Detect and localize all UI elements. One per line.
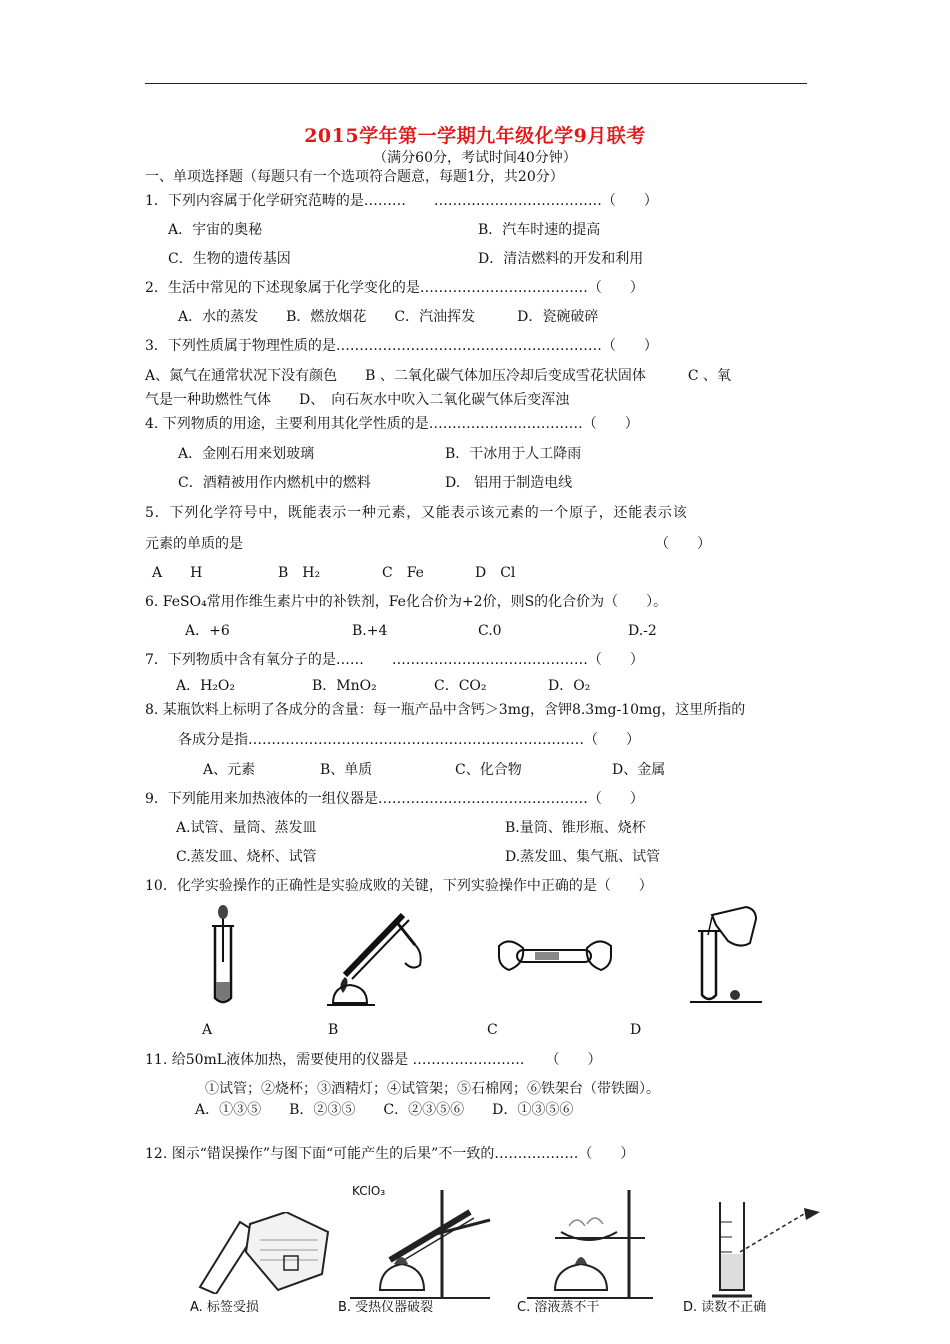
q4-option-c: C．酒精被用作内燃机中的燃料 — [178, 475, 371, 491]
q10-label-d: D — [630, 1022, 642, 1038]
q8-option-b: B、单质 — [320, 762, 373, 778]
q3-stem: 3．下列性质属于物理性质的是…………………………………………………（ ） — [145, 338, 658, 354]
q11-instrument-list: ①试管；②烧杯；③酒精灯；④试管架；⑤石棉网；⑥铁架台（带铁圈）。 — [205, 1081, 660, 1097]
q8-stem-line2: 各成分是指………………………………………………………………（ ） — [178, 732, 640, 748]
q2-options: A．水的蒸发 B．燃放烟花 C．汽油挥发 D．瓷碗破碎 — [178, 309, 599, 325]
q1-option-c: C．生物的遗传基因 — [168, 251, 291, 267]
header-rule — [145, 83, 807, 84]
q7-stem: 7．下列物质中含有氧分子的是…… ……………………………………（ ） — [145, 652, 644, 668]
q3-options-line2: 气是一种助燃性气体 D、 向石灰水中吹入二氧化碳气体后变浑浊 — [145, 392, 570, 408]
q4-stem: 4. 下列物质的用途，主要利用其化学性质的是……………………………（ ） — [145, 416, 639, 432]
q12-caption-d: D. 读数不正确 — [683, 1300, 767, 1315]
q8-option-c: C、化合物 — [455, 762, 522, 778]
q7-option-d: D．O₂ — [548, 678, 591, 694]
q6-option-c: C.0 — [478, 623, 502, 639]
q10-figure-d-pouring — [690, 903, 765, 1005]
q10-figure-c-shaking-tube — [495, 930, 615, 990]
section-heading: 一、单项选择题（每题只有一个选项符合题意，每题1分，共20分） — [145, 169, 564, 185]
q10-label-c: C — [487, 1022, 498, 1038]
q12-stem: 12. 图示“错误操作”与图下面“可能产生的后果”不一致的………………（ ） — [145, 1146, 635, 1162]
exam-subtitle: （满分60分，考试时间40分钟） — [373, 150, 577, 166]
q8-stem-line1: 8. 某瓶饮料上标明了各成分的含量：每一瓶产品中含钙＞3mg，含钾8.3mg-10mg，这里所指的 — [145, 702, 746, 718]
q5-option-b: B H₂ — [278, 565, 321, 581]
q10-stem: 10．化学实验操作的正确性是实验成败的关键，下列实验操作中正确的是（ ） — [145, 878, 653, 894]
q2-stem: 2．生活中常见的下述现象属于化学变化的是………………………………（ ） — [145, 280, 644, 296]
q8-option-a: A、元素 — [203, 762, 256, 778]
q7-option-a: A．H₂O₂ — [176, 678, 236, 694]
q11-options: A．①③⑤ B．②③⑤ C．②③⑤⑥ D．①③⑤⑥ — [195, 1102, 574, 1118]
q10-label-b: B — [328, 1022, 339, 1038]
q3-options-line1: A、氮气在通常状况下没有颜色 B 、二氧化碳气体加压冷却后变成雪花状固体 C 、氧 — [145, 368, 732, 384]
q12-caption-a: A. 标签受损 — [190, 1300, 259, 1315]
q5-option-d: D Cl — [475, 565, 516, 581]
q6-option-b: B.+4 — [352, 623, 388, 639]
q6-stem: 6. FeSO₄常用作维生素片中的补铁剂，Fe化合价为+2价，则S的化合价为（ ）。 — [145, 594, 668, 610]
q7-option-b: B．MnO₂ — [312, 678, 377, 694]
q12-figure-b-heating-kclo3 — [350, 1190, 500, 1302]
q5-option-c: C Fe — [382, 565, 424, 581]
q6-option-a: A．+6 — [185, 623, 230, 639]
q4-option-b: B．干冰用于人工降雨 — [445, 446, 582, 462]
q10-figure-a-dropper — [205, 902, 245, 1008]
q6-option-d: D.-2 — [628, 623, 657, 639]
q12-caption-c: C. 溶液蒸不干 — [517, 1300, 600, 1315]
q1-option-d: D．清洁燃料的开发和利用 — [478, 251, 644, 267]
q12-kclo3-label: KClO₃ — [352, 1184, 386, 1198]
q9-option-a: A.试管、量筒、蒸发皿 — [176, 820, 317, 836]
q10-label-a: A — [202, 1022, 213, 1038]
q9-option-c: C.蒸发皿、烧杯、试管 — [176, 849, 317, 865]
q7-option-c: C．CO₂ — [434, 678, 487, 694]
q12-figure-a-pouring-bottle — [190, 1212, 340, 1294]
q5-stem-line1: 5．下列化学符号中，既能表示一种元素，又能表示该元素的一个原子，还能表示该 — [145, 505, 688, 521]
q12-caption-b: B. 受热仪器破裂 — [338, 1300, 434, 1315]
q10-figure-b-heating-tube — [325, 905, 435, 1010]
q1-option-a: A．宇宙的奥秘 — [168, 222, 263, 238]
exam-title: 2015学年第一学期九年级化学9月联考 — [304, 125, 646, 147]
q5-answer-paren: （ ） — [655, 536, 711, 552]
q4-option-d: D. 铝用于制造电线 — [445, 475, 573, 491]
q11-stem: 11. 给50mL液体加热，需要使用的仪器是 …………………… （ ） — [145, 1052, 602, 1068]
q1-option-b: B．汽车时速的提高 — [478, 222, 601, 238]
q1-stem: 1．下列内容属于化学研究范畴的是……… ………………………………（ ） — [145, 193, 658, 209]
q9-option-b: B.量筒、锥形瓶、烧杯 — [505, 820, 646, 836]
q9-option-d: D.蒸发皿、集气瓶、试管 — [505, 849, 661, 865]
q5-stem-line2: 元素的单质的是 — [145, 536, 243, 552]
q12-figure-c-evaporating-dish — [525, 1188, 655, 1302]
q4-option-a: A．金刚石用来划玻璃 — [178, 446, 315, 462]
q8-option-d: D、金属 — [612, 762, 666, 778]
q9-stem: 9．下列能用来加热液体的一组仪器是………………………………………（ ） — [145, 791, 644, 807]
q5-option-a: A H — [152, 565, 203, 581]
q12-figure-d-graduated-cylinder — [700, 1192, 825, 1300]
